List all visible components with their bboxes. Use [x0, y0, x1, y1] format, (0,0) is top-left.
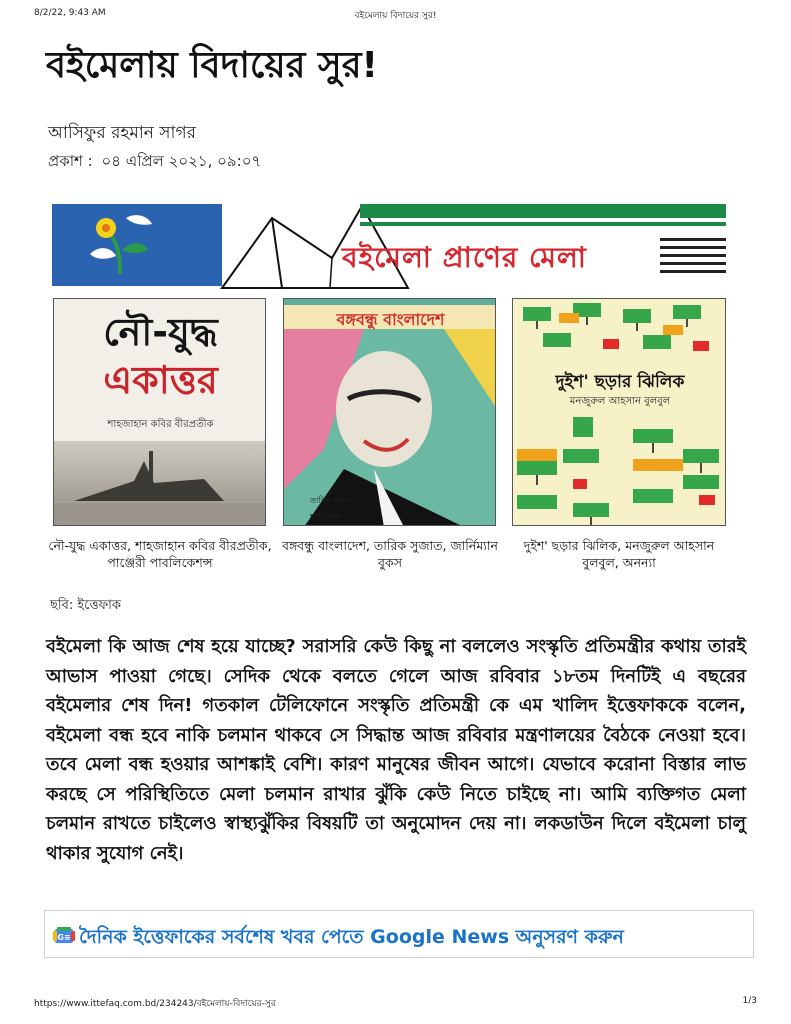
- book-cover-nou-juddho: [53, 298, 266, 526]
- shipwreck-icon: [54, 441, 266, 526]
- photo-credit: ছবি: ইত্তেফাক: [50, 598, 121, 613]
- article-headline: বইমেলায় বিদায়ের সুর!: [46, 45, 378, 86]
- book-caption: দুইশ' ছড়ার ঝিলিক, মনজুরুল আহসান বুলবুল, অনন্যা: [523, 538, 715, 570]
- banner-green-stripe: [360, 204, 726, 218]
- cover-artist: শাহাবুদ্দিন: [310, 512, 342, 521]
- publish-date: [48, 150, 261, 175]
- google-news-text[interactable]: দৈনিক ইত্তেফাকের সর্বশেষ খবর পেতে Google News অনুসরণ করুন: [79, 926, 624, 948]
- cover-title: বঙ্গবন্ধু বাংলাদেশ: [284, 305, 496, 336]
- book-caption: নৌ-যুদ্ধ একাত্তর, শাহজাহান কবির বীরপ্রতীক, পাঞ্জেরী পাবলিকেশন্স: [48, 538, 272, 570]
- google-news-icon: [53, 925, 75, 947]
- cover-title: নৌ-যুদ্ধ: [103, 310, 218, 354]
- boimela-banner-image: [52, 198, 728, 290]
- print-header: [0, 8, 791, 22]
- tree-pattern-icon: [513, 299, 726, 526]
- cover-title: দুইশ' ছড়ার ঝিলিক: [555, 372, 685, 392]
- book-cover-bangabandhu: [283, 298, 496, 526]
- banner-green-line: [360, 222, 726, 226]
- article-body: বইমেলা কি আজ শেষ হয়ে যাচ্ছে? সরাসরি কেউ কিছু না বললেও সংস্কৃতি প্রতিমন্ত্রীর কথায় তারই আভাস পাওয়া গেছে। সেদিক থেকে বলতে গেলে আজ রবিবার ১৮তম দিনটিই এ বছরের বইমেলার শেষ দিন! গতকাল টেলিফোনে সংস্কৃতি প্রতিমন্ত্রী কে এম খালিদ ইত্তেফাককে বলেন, বইমেলা বন্ধ হবে নাকি চলমান থাকবে সে সিদ্ধান্ত আজ রবিবার মন্ত্রণালয়ের বৈঠকে নেওয়া হবে। তবে মেলা বন্ধ হওয়ার আশঙ্কাই বেশি। কারণ মানুষের জীবন আগে। যেভাবে করোনা বিস্তার লাভ করছে সে পরিস্থিতিতে মেলা চলমান রাখার ঝুঁকি কেউ নিতে চাইছে না। আমি ব্যক্তিগত মেলা চলমান রাখতে চাইলেও স্বাস্থ্যঝুঁকির বিষয়টি তা অনুমোদন দেয় না। লকডাউন দিলে বইমেলা চালু থাকার সুযোগ নেই।: [46, 636, 746, 864]
- print-page-number: 1/3: [742, 996, 757, 1006]
- print-page-title: বইমেলায় বিদায়ের সুর!: [354, 11, 437, 21]
- cover-author: শাহজাহান কবির বীরপ্রতীক: [107, 419, 214, 430]
- print-datetime: 8/2/22, 9:43 AM: [34, 8, 106, 18]
- print-url: https://www.ittefaq.com.bd/234243/বইমেলায়-বিদায়ের-সুর: [34, 999, 276, 1009]
- ship-photo: [54, 441, 266, 526]
- banner-title: বইমেলা প্রাণের মেলা: [342, 241, 587, 274]
- publish-label: প্রকাশ :: [48, 152, 93, 170]
- google-news-follow-link[interactable]: [44, 910, 754, 958]
- banner-text-lines: [660, 238, 726, 282]
- svg-text:G≡: G≡: [57, 933, 71, 942]
- book-caption: বঙ্গবন্ধু বাংলাদেশ, তারিক সুজাত, জার্নিম্যান বুকস: [282, 538, 498, 570]
- publish-value: ০৪ এপ্রিল ২০২১, ০৯:০৭: [101, 152, 262, 170]
- article-author[interactable]: আসিফুর রহমান সাগর: [48, 123, 196, 143]
- cover-author: তারিক সুজাত: [310, 496, 354, 505]
- book-cover-chhorar-jhilik: [512, 298, 726, 526]
- flower-bird-logo-icon: [86, 210, 156, 276]
- cover-subtitle: একাত্তর: [103, 358, 218, 402]
- cover-author: মনজুরুল আহসান বুলবুল: [569, 396, 671, 407]
